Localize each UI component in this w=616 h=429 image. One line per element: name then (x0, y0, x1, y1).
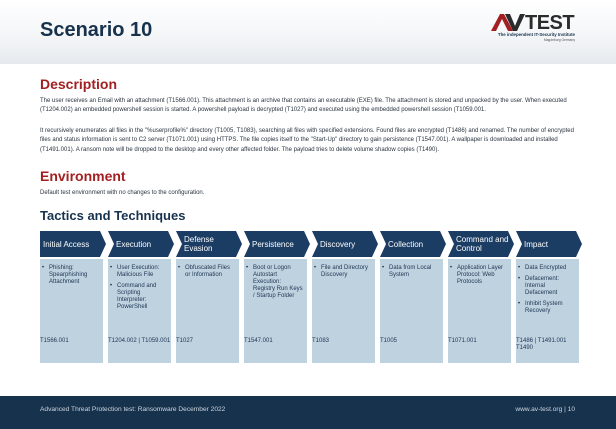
tactic-column (448, 231, 516, 371)
technique-ids: T1071.001 (448, 338, 477, 344)
tactic-label: Defense Evasion (184, 235, 214, 253)
tactic-label: Discovery (320, 239, 356, 249)
bullet-icon: • (450, 265, 453, 271)
bullet-icon: • (178, 265, 181, 271)
tactic-column (380, 231, 448, 371)
technique-item (518, 276, 576, 297)
technique-item (450, 265, 508, 286)
technique-text: User Execution: Malicious File (117, 265, 160, 278)
environment-text: Default test environment with no changes to the configuration. (40, 190, 205, 196)
page-footer (0, 396, 616, 429)
techniques-box (380, 259, 443, 363)
logo-wordmark: TEST (525, 12, 575, 34)
tactic-header (516, 231, 584, 257)
tactic-header (108, 231, 176, 257)
tactics-table (40, 231, 576, 371)
environment-heading: Environment (40, 168, 126, 184)
technique-item (246, 265, 304, 300)
technique-ids: T1005 (380, 338, 398, 344)
technique-item (382, 265, 440, 279)
technique-text: Phishing: Spearphishing Attachment (49, 265, 88, 285)
technique-ids: T1486 | T1491.001 T1490 (516, 338, 567, 351)
footer-site-page: www.av-test.org | 10 (515, 406, 575, 413)
techniques-box (108, 259, 171, 363)
technique-ids: T1547.001 (244, 338, 273, 344)
technique-text: Command and Scripting Interpreter: PowerShell (117, 283, 157, 310)
technique-item (178, 265, 236, 279)
technique-ids: T1027 (176, 338, 194, 344)
tactic-label: Collection (388, 239, 424, 249)
bullet-icon: • (42, 265, 45, 271)
tactic-column (312, 231, 380, 371)
logo-location: Magdeburg Germany (543, 38, 575, 42)
bullet-icon: • (518, 301, 521, 307)
techniques-box (312, 259, 375, 363)
page-header (0, 0, 616, 64)
technique-text: Data from Local System (389, 265, 432, 278)
tactic-label: Command and Control (456, 235, 509, 253)
bullet-icon: • (382, 265, 385, 271)
tactic-header (380, 231, 448, 257)
tactic-label: Persistence (252, 239, 294, 249)
bullet-icon: • (246, 265, 249, 271)
technique-text: Obfuscated Files or Information (185, 265, 231, 278)
techniques-box (176, 259, 239, 363)
tactic-column (516, 231, 584, 371)
technique-item (110, 265, 168, 279)
technique-text: File and Directory Discovery (321, 265, 369, 278)
tactic-label: Execution (116, 239, 152, 249)
tactic-header (40, 231, 108, 257)
logo-tagline: The independent IT-Security Institute (497, 32, 575, 37)
bullet-icon: • (518, 265, 521, 271)
technique-text: Inhibit System Recovery (525, 301, 563, 314)
technique-text: Data Encrypted (525, 265, 567, 271)
technique-item (518, 265, 576, 272)
footer-report-title: Advanced Threat Protection test: Ransomware December 2022 (40, 406, 226, 413)
technique-item (314, 265, 372, 279)
technique-text: Defacement: Internal Defacement (525, 276, 560, 296)
technique-item (518, 301, 576, 315)
tactic-label: Impact (524, 239, 549, 249)
techniques-box (448, 259, 511, 363)
technique-ids: T1566.001 (40, 338, 69, 344)
bullet-icon: • (518, 276, 521, 282)
av-test-logo (491, 13, 575, 49)
bullet-icon: • (314, 265, 317, 271)
techniques-box (40, 259, 103, 363)
tactic-header (244, 231, 312, 257)
technique-text: Application Layer Protocol: Web Protocols (457, 265, 504, 285)
technique-text: Boot or Logon Autostart Execution: Registry Run Keys / Startup Folder (253, 265, 303, 299)
technique-item (42, 265, 100, 286)
tactic-header (448, 231, 516, 257)
technique-item (110, 283, 168, 311)
tactic-column (244, 231, 312, 371)
description-paragraph-1: The user receives an Email with an attachment (T1566.001). This attachment is an archive that contains an executable (EXE) file. The attachment is stored and unpacked by the user. When executed (T1204.002) an embedded powershell session is started. A powershell payload is decrypted (T1027) and executed using the embedded powershell session (T1059.001. (40, 98, 567, 114)
description-heading: Description (40, 76, 118, 92)
tactic-header (312, 231, 380, 257)
tactic-label: Initial Access (43, 239, 90, 249)
tactic-column (40, 231, 108, 371)
av-logo-icon (491, 13, 525, 32)
techniques-box (244, 259, 307, 363)
technique-ids: T1204.002 | T1059.001 (108, 338, 171, 344)
tactic-column (176, 231, 244, 371)
tactic-column (108, 231, 176, 371)
tactics-heading: Tactics and Techniques (40, 208, 186, 223)
bullet-icon: • (110, 265, 113, 271)
technique-ids: T1083 (312, 338, 330, 344)
tactic-header (176, 231, 244, 257)
description-paragraph-2: It recursively enumerates all files in the "%userprofile%" directory (T1005, T1083), searching all files with specified extensions. Found files are encrypted (T1486) and renamed. The number of encrypted files and status information is sent to C2 server (T1071.001) using HTTPS. The file copies itself to the "Start-Up" directory to gain persistence (T1547.001). A wallpaper is downloaded and installed (T1491.001). A ransom note will be dropped to the desktop and every other affected folder. The payload tries to delete volume shadow copies (T1490). (40, 128, 574, 153)
bullet-icon: • (110, 283, 113, 289)
page-title: Scenario 10 (40, 19, 153, 41)
